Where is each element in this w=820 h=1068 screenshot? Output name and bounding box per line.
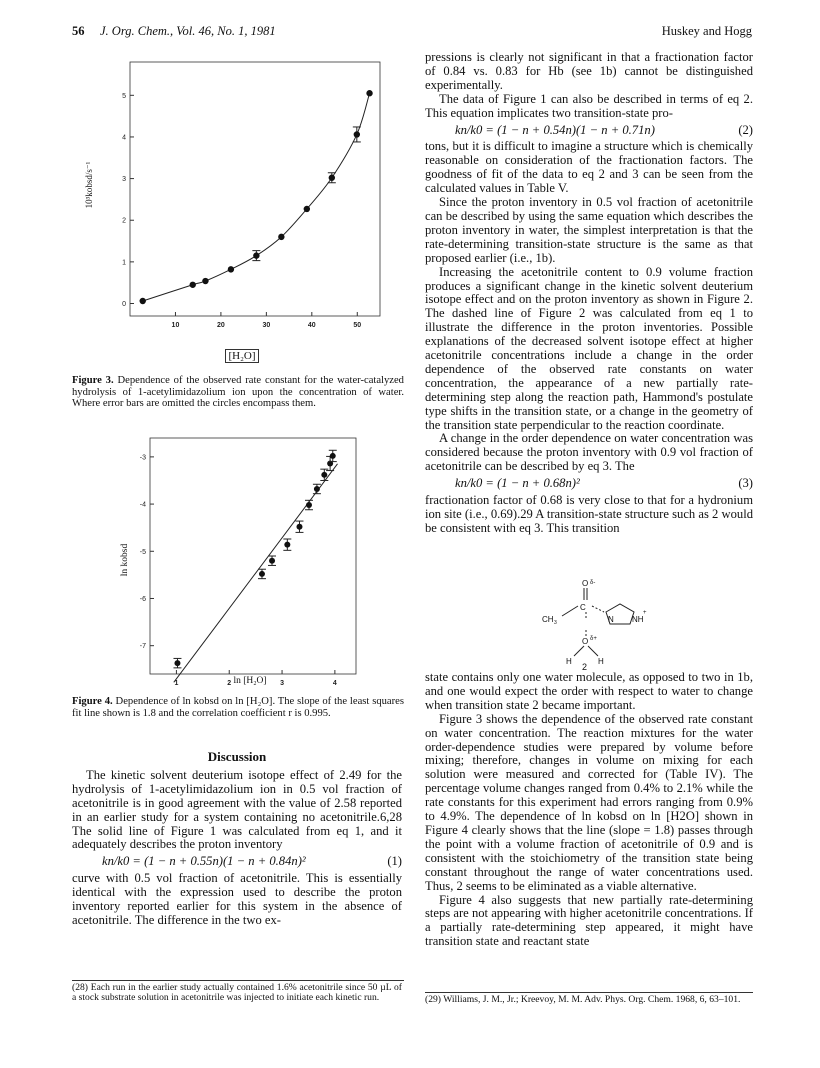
svg-text:δ-: δ- — [590, 580, 596, 586]
data-point — [296, 524, 302, 530]
journal-citation: J. Org. Chem., Vol. 46, No. 1, 1981 — [100, 24, 276, 38]
figure-3-ylabel — [84, 140, 95, 230]
y-tick-label: -5 — [139, 548, 146, 556]
data-point — [253, 252, 259, 258]
right-column-lower — [425, 671, 753, 949]
data-point — [329, 175, 335, 181]
paragraph: The kinetic solvent deuterium isotope effect of 2.49 for the hydrolysis of 1-acetylimidazolium ion in 0.5 vol fraction of acetonitrile is in good agreement with the value of 2.58 reported in an earlier study for a system containing no acetonitrile.6,28 The solid line of Figure 1 was calculated from eq 1, and it adequately describes the proton inventory — [72, 767, 402, 852]
section-heading: Discussion — [207, 749, 267, 764]
svg-text:H: H — [566, 657, 572, 666]
y-tick-label: 0 — [122, 301, 126, 309]
data-point — [190, 282, 196, 288]
y-tick-label: 4 — [122, 134, 126, 142]
equation-number: (3) — [738, 476, 753, 491]
y-tick-label: -3 — [139, 454, 146, 462]
data-point — [321, 472, 327, 478]
paragraph: The data of Figure 1 can also be described in terms of eq 2. This equation implicates two transition-state pro- — [425, 91, 753, 120]
structure-2-diagram — [540, 578, 670, 670]
page-number: 56 — [72, 24, 85, 38]
y-tick-label: 3 — [122, 176, 126, 184]
x-tick-label: 1 — [174, 680, 179, 687]
x-tick-label: 2 — [227, 680, 232, 687]
x-tick-label: 10 — [171, 322, 180, 329]
data-point — [306, 502, 312, 508]
figure-4-caption-text: Dependence of ln kobsd on ln [H₂O]. The slope of the least squares fit line shown is 1.8 and the correlation coefficient r is 0.995. — [72, 696, 404, 719]
figure-4-ylabel-text: ln kobsd — [120, 543, 130, 577]
x-tick-label: 50 — [353, 322, 362, 329]
equation-number: (2) — [738, 122, 753, 137]
data-point — [228, 266, 234, 272]
y-tick-label: 5 — [122, 92, 126, 100]
data-point — [269, 558, 275, 564]
y-tick-label: -4 — [139, 501, 146, 509]
equation-3 — [425, 474, 753, 494]
figure-3-caption-label: Figure 3. — [72, 375, 114, 386]
figure-3-caption-text: Dependence of the observed rate constant for the water-catalyzed hydrolysis of 1-acetylimidazolium ion upon the concentration of water. Where error bars are omitted the circles encompass them. — [72, 375, 404, 410]
paragraph: curve with 0.5 vol fraction of acetonitrile. This is essentially identical with the expression used to describe the proton inventory reported earlier for this system in the absence of acetonitrile. The difference in the two ex- — [72, 871, 402, 927]
data-point — [259, 571, 265, 577]
data-point — [330, 453, 336, 459]
data-point — [174, 660, 180, 666]
paragraph: Since the proton inventory in 0.5 vol fraction of acetonitrile can be described by using the same equation which describes the proton inventory in water, the simplest interpretation is that the rate-determining transition-state structure is the same as that proposed earlier (i.e., 1b). — [425, 195, 753, 265]
paragraph: A change in the order dependence on water concentration was considered because the proton inventory with 0.9 vol fraction of acetonitrile can be described by eq 3. The — [425, 431, 753, 474]
figure-4-caption — [72, 696, 404, 719]
figure-3-xlabel-text: [H₂O] — [225, 349, 258, 363]
data-point — [354, 131, 360, 137]
data-point — [284, 542, 290, 548]
figure-4-xlabel — [215, 676, 285, 686]
figure-3-plot — [80, 52, 400, 372]
equation-1 — [72, 852, 402, 872]
paragraph: Increasing the acetonitrile content to 0.9 volume fraction produces a significant change in the kinetic solvent deuterium isotope effect and on the proton inventory as shown in Figure 2. The dashed line of Figure 2 was calculated from eq 1 to illustrate the difference in the proton inventories. Possible explanations of the decreased solvent isotope effect at higher acetonitrile concentrations include a change in the order dependence of the observed rate constants on water concentration, the appearance of a new partially rate-determining step along the reaction path, Hammond's postulate type shifts in the transition state, or a change in the geometry of the transition state perpendicular to the reaction coordinate. — [425, 264, 753, 432]
plot-frame — [130, 62, 380, 316]
paragraph: fractionation factor of 0.68 is very close to that for a hydronium ion site (i.e., 0.69).29 A transition-state structure such as 2 would be consistent with eq 3. This transition — [425, 493, 753, 535]
svg-text:NH: NH — [632, 615, 644, 624]
data-point — [202, 278, 208, 284]
left-column-body — [72, 744, 402, 928]
paragraph: pressions is clearly not significant in that a fractionation factor of 0.84 vs. 0.83 for Hb (see 1b) cannot be distinguished experimentally. — [425, 50, 753, 92]
x-tick-label: 20 — [217, 322, 225, 329]
x-tick-label: 40 — [307, 322, 316, 329]
svg-text:N: N — [608, 615, 614, 624]
figure-3-ylabel-text: 10³kobsd/s⁻¹ — [84, 161, 94, 209]
x-tick-label: 4 — [332, 680, 337, 687]
data-point — [304, 206, 310, 212]
y-tick-label: 1 — [122, 259, 126, 267]
paragraph: Figure 4 also suggests that new partially rate-determining steps are not appearing with higher acetonitrile concentrations. If a partially rate-determining step appeared, it might have transition state and reactant state — [425, 892, 753, 949]
paragraph: Figure 3 shows the dependence of the observed rate constant on water concentration. The reaction mixtures for the water order-dependence studies were prepared by volume before mixing; therefore, changes in volume on mixing for each solution were measured and corrected for (Table IV). The percentage volume changes ranged from 0.4% to 2.1% while the rate constants for this experiment had errors ranging from 0.9% to 4.9%. The dependence of ln kobsd on ln [H2O] shown in Figure 4 clearly shows that the line (slope = 1.8) passes through the point with a volume fraction of acetonitrile of 0.9 and is consistent with the stoichiometry of the transition state being constant throughout the range of water concentrations used. Thus, 2 seems to be eliminated as a viable alternative. — [425, 711, 753, 893]
equation-text: kn/k0 = (1 − n + 0.54n)(1 − n + 0.71n) — [455, 122, 655, 137]
svg-text:O: O — [582, 637, 589, 646]
equation-2 — [425, 121, 753, 141]
running-authors: Huskey and Hogg — [661, 24, 752, 38]
y-tick-label: -7 — [139, 643, 146, 651]
x-tick-label: 3 — [280, 680, 285, 687]
footnote-28: (28) Each run in the earlier study actually contained 1.6% acetonitrile since 50 µL of a stock substrate solution in acetonitrile was injected to initiate each kinetic run. — [72, 982, 402, 1004]
figure-4-ylabel — [120, 530, 130, 590]
data-point — [314, 486, 320, 492]
structure-label: 2 — [582, 662, 588, 670]
figure-3-xlabel — [217, 350, 267, 362]
figure-4-caption-label: Figure 4. — [72, 696, 113, 707]
right-column-upper — [425, 51, 753, 536]
y-tick-label: -6 — [139, 595, 146, 603]
equation-text: kn/k0 = (1 − n + 0.68n)² — [455, 476, 580, 491]
least-squares-line — [174, 464, 338, 682]
data-point — [366, 90, 372, 96]
svg-text:3: 3 — [554, 620, 557, 626]
figure-4-plot — [118, 432, 368, 694]
equation-text: kn/k0 = (1 − n + 0.55n)(1 − n + 0.84n)² — [102, 854, 306, 869]
footnote-rule — [72, 980, 404, 981]
x-tick-label: 30 — [262, 322, 271, 329]
data-point — [278, 234, 284, 240]
paragraph: state contains only one water molecule, as opposed to two in 1b, and one would expect the order with respect to water to change when transition state 2 became important. — [425, 670, 753, 712]
page-header — [72, 24, 752, 44]
footnote-29: (29) Williams, J. M., Jr.; Kreevoy, M. M. Adv. Phys. Org. Chem. 1968, 6, 63–101. — [425, 994, 741, 1005]
fit-curve — [143, 93, 370, 301]
svg-text:H: H — [598, 657, 604, 666]
svg-text:+: + — [643, 610, 647, 616]
data-point — [140, 298, 146, 304]
svg-text:O: O — [582, 579, 589, 588]
svg-text:CH: CH — [542, 615, 554, 624]
svg-text:δ+: δ+ — [590, 636, 597, 642]
figure-3-caption — [72, 375, 404, 410]
paragraph: tons, but it is difficult to imagine a structure which is chemically reasonable on consideration of the fractionation factors. The goodness of fit of the data to eq 2 and 3 can be seen from the calculated values in Table V. — [425, 139, 753, 196]
footnote-rule — [425, 992, 753, 993]
equation-number: (1) — [387, 854, 402, 869]
y-tick-label: 2 — [122, 217, 126, 225]
svg-text:C: C — [580, 603, 586, 612]
figure-4-xlabel-text: ln [H₂O] — [233, 676, 267, 686]
